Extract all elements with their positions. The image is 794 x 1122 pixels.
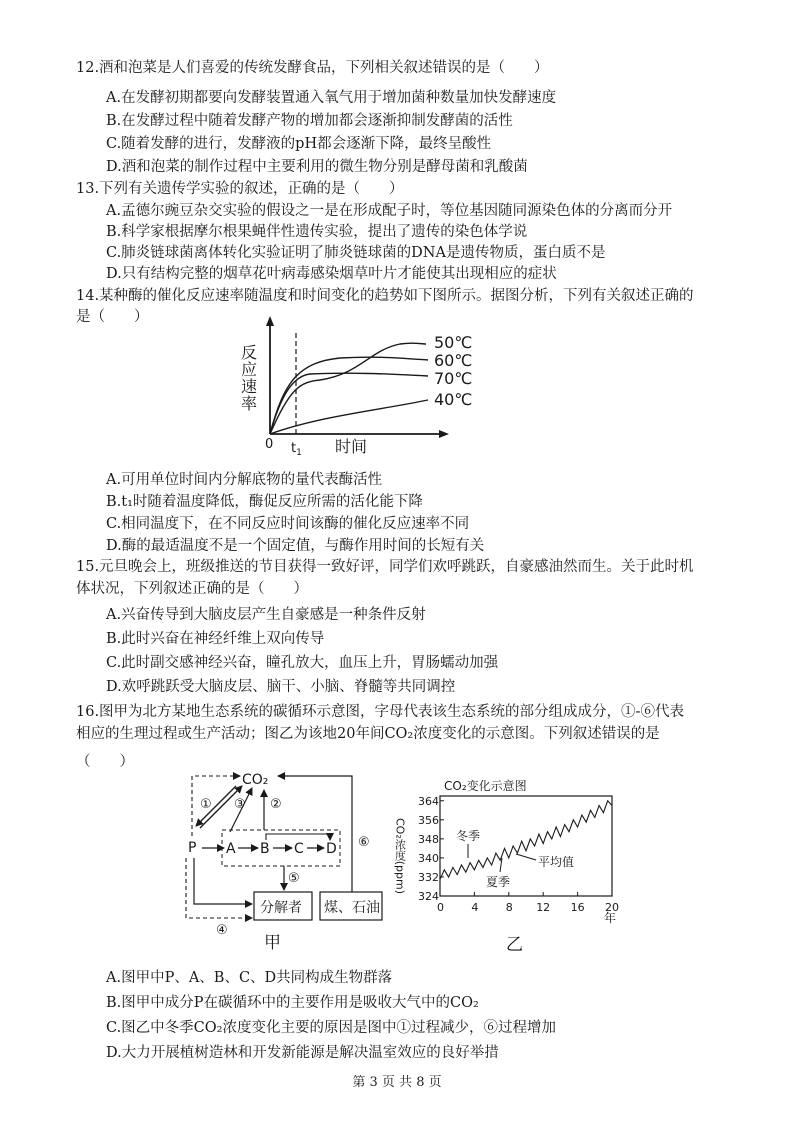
q15-stem-line1: 15.元旦晚会上，班级推送的节目获得一致好评，同学们欢呼跳跃，自豪感油然而生。关于此时机 [76,559,694,575]
fig-jia-diagram [180,764,400,954]
fig-jia-dashed-bottom [186,858,252,918]
q16-option-b: B.图甲中成分P在碳循环中的主要作用是吸收大气中的CO₂ [106,995,479,1011]
fig-yi-mean-pointer [516,854,536,860]
q13-option-b: B.科学家根据摩尔根果蝇伴性遗传实验，提出了遗传的染色体学说 [106,224,528,240]
fig-yi-xtick-label: 16 [570,901,585,914]
fig14-origin: 0 [265,437,274,452]
q12-option-b: B.在发酵过程中随着发酵产物的增加都会逐渐抑制发酵菌的活性 [106,113,513,129]
q16-stem-line3: （ ） [76,754,134,770]
fig-jia-b: B [260,841,270,857]
fig-jia-caption: 甲 [264,933,281,953]
fig-yi-xtick-label: 20 [605,901,619,914]
q16-stem-line1: 16.图甲为北方某地生态系统的碳循环示意图，字母代表该生态系统的部分组成成分，①-⑥代表 [76,704,684,720]
fig-jia-arrow-p-decomposer [194,858,252,904]
q15-option-b: B.此时兴奋在神经纤维上双向传导 [106,631,325,647]
fig14-xlabel: 时间 [335,437,368,456]
fig-jia-arrow-bd [266,834,330,840]
fig-yi-ytick-label: 364 [418,794,439,808]
fig-yi-annotation-winter: 冬季 [456,829,481,843]
fig14-curve-label-70: 70℃ [434,369,473,388]
fig-yi-ytick-label: 332 [418,870,439,884]
fig14-chart [240,310,520,465]
q15-option-d: D.欢呼跳跃受大脑皮层、脑干、小脑、脊髓等共同调控 [106,679,456,695]
fig-yi-title: CO₂变化示意图 [444,779,527,793]
q15-stem-line2: 体状况，下列叙述正确的是（ ） [76,581,308,597]
fig-jia-n2: ② [270,797,282,812]
fig14-ylabel: 反应速率 [238,344,258,412]
fig14-curve-label-40: 40℃ [434,390,473,409]
fig14-curve-50 [270,343,426,434]
fig-jia-n6: ⑥ [358,835,370,850]
q16-option-a: A.图甲中P、A、B、C、D共同构成生物群落 [106,970,393,986]
fig14-curve-label-50: 50℃ [434,333,473,352]
q12-stem: 12.酒和泡菜是人们喜爱的传统发酵食品，下列相关叙述错误的是（ ） [76,60,549,76]
q13-option-c: C.肺炎链球菌离体转化实验证明了肺炎链球菌的DNA是遗传物质，蛋白质不是 [106,245,606,261]
q12-option-c: C.随着发酵的进行，发酵液的pH都会逐渐下降，最终呈酸性 [106,136,492,152]
q13-option-d: D.只有结构完整的烟草花叶病毒感染烟草叶片才能使其出现相应的症状 [106,266,557,282]
q14-option-d: D.酶的最适温度不是一个固定值，与酶作用时间的长短有关 [106,538,485,554]
q14-option-a: A.可用单位时间内分解底物的量代表酶活性 [106,472,383,488]
fig-yi-xlabel: 年 [604,911,617,925]
fig14-curve-40 [270,400,428,434]
page-footer: 第 3 页 共 8 页 [352,1075,442,1090]
fig-jia-n3: ③ [234,797,246,812]
fig-yi-ylabel: CO₂浓度(ppm) [393,818,407,895]
fig-jia-decomposer: 分解者 [260,900,302,916]
q12-option-d: D.酒和泡菜的制作过程中主要利用的微生物分别是酵母菌和乳酸菌 [106,159,528,175]
q14-stem-line1: 14.某种酶的催化反应速率随温度和时间变化的趋势如下图所示。据图分析，下列有关叙述正确的 [76,288,694,304]
fig-yi-chart [393,774,636,960]
fig14-curve-label-60: 60℃ [434,351,473,370]
fig-jia-co2: CO₂ [242,772,269,788]
q15-option-c: C.此时副交感神经兴奋，瞳孔放大，血压上升，胃肠蠕动加强 [106,655,499,671]
q13-stem: 13.下列有关遗传学实验的叙述，正确的是（ ） [76,181,404,197]
fig-jia-coal: 煤、石油 [324,900,380,916]
fig-yi-caption: 乙 [506,935,523,955]
q14-stem-line2: 是（ ） [76,309,149,325]
q15-option-a: A.兴奋传导到大脑皮层产生自豪感是一种条件反射 [106,607,426,623]
q16-stem-line2: 相应的生理过程或生产活动；图乙为该地20年间CO₂浓度变化的示意图。下列叙述错误的是 [76,726,660,742]
fig14-curve-60 [270,357,428,434]
fig-yi-ytick-label: 356 [418,813,439,827]
fig-yi-xtick-label: 0 [437,901,444,914]
fig-jia-n4: ④ [216,923,228,938]
fig-jia-n5: ⑤ [288,871,300,886]
fig14-x-arrow [439,430,449,438]
q13-option-a: A.孟德尔豌豆杂交实验的假设之一是在形成配子时，等位基因随同源染色体的分离而分开 [106,203,673,219]
q14-option-b: B.t₁时随着温度降低，酶促反应所需的活化能下降 [106,494,423,510]
q16-option-c: C.图乙中冬季CO₂浓度变化主要的原因是图中①过程减少，⑥过程增加 [106,1020,556,1036]
fig-jia-n1: ① [200,797,212,812]
fig-yi-annotation-summer: 夏季 [486,875,511,889]
fig-jia-p: P [188,840,197,856]
fig-jia-a: A [226,841,236,857]
fig-yi-xtick-label: 12 [536,901,551,914]
fig-yi-xtick-label: 4 [471,901,479,914]
fig-jia-c: C [294,841,304,857]
fig-yi-annotation-mean: 平均值 [538,855,575,869]
q16-option-d: D.大力开展植树造林和开发新能源是解决温室效应的良好举措 [106,1045,499,1061]
fig-yi-ytick-label: 324 [418,890,439,903]
fig-yi-plot-frame [440,796,612,896]
fig-yi-ytick-label: 340 [418,851,439,865]
fig14-y-arrow [266,316,274,326]
fig-yi-xtick-label: 8 [505,901,513,914]
fig14-t1: $t_1$ [291,441,302,458]
fig-yi-ytick-label: 348 [418,832,439,846]
q14-option-c: C.相同温度下，在不同反应时间该酶的催化反应速率不同 [106,516,470,532]
fig-jia-d: D [326,841,337,857]
q12-option-a: A.在发酵初期都要向发酵装置通入氧气用于增加菌种数量加快发酵速度 [106,90,557,106]
fig14-curve-70 [270,373,428,434]
